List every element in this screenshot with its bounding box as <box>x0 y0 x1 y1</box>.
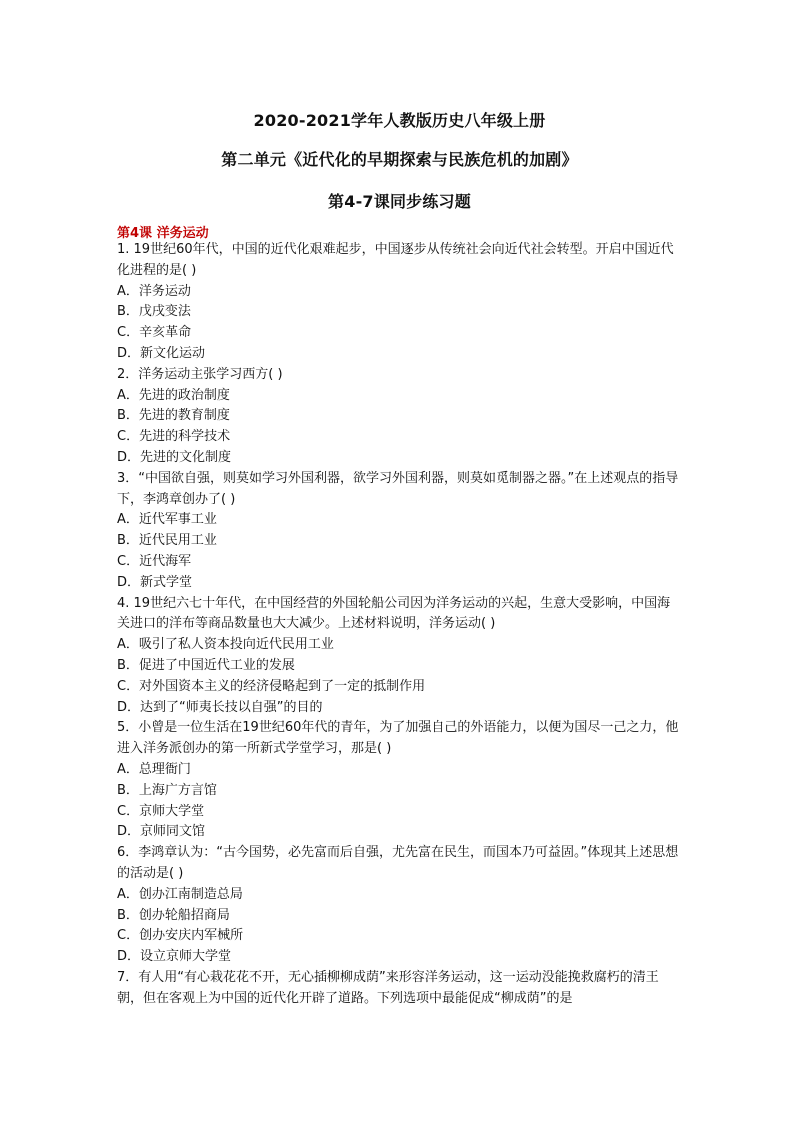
option-d: D．设立京师大学堂 <box>117 949 232 965</box>
question-stem: 5．小曾是一位生活在19世纪60年代的青年，为了加强自己的外语能力，以便为国尽一己之力，他进入洋务派创办的第一所新式学堂学习，那是( ) <box>117 720 679 757</box>
question-stem: 2．洋务运动主张学习西方( ) <box>117 366 283 382</box>
option-c: C．创办安庆内军械所 <box>117 928 244 944</box>
option-b: B．创办轮船招商局 <box>117 907 230 923</box>
question-stem: 1. 19世纪60年代，中国的近代化艰难起步，中国逐步从传统社会向近代社会转型。开启中国近代化进程的是( ) <box>117 242 674 278</box>
option-d: D．京师同文馆 <box>117 824 206 840</box>
question-stem: 7．有人用“有心栽花花不开，无心插柳柳成荫”来形容洋务运动，这一运动没能挽救腐朽的清王朝，但在客观上为中国的近代化开辟了道路。下列选项中最能促成“柳成荫”的是 <box>117 969 659 1006</box>
option-c: C．辛亥革命 <box>117 325 192 341</box>
option-a: A．创办江南制造总局 <box>117 886 243 902</box>
option-b: B．先进的教育制度 <box>117 408 230 424</box>
question-stem: 6．李鸿章认为：“古今国势，必先富而后自强，尤先富在民生，而国本乃可益固。”体现其上述思想的活动是( ) <box>117 845 679 881</box>
option-c: C．先进的科学技术 <box>117 429 231 445</box>
option-a: A．总理衙门 <box>117 761 191 777</box>
question-stem: 4. 19世纪六七十年代，在中国经营的外国轮船公司因为洋务运动的兴起，生意大受影响，中国海关进口的洋布等商品数量也大大减少。上述材料说明，洋务运动( ) <box>117 595 671 632</box>
option-d: D．先进的文化制度 <box>117 449 232 465</box>
option-d: D．达到了“师夷长技以自强”的目的 <box>117 699 323 715</box>
option-d: D．新文化运动 <box>117 345 206 361</box>
option-b: B．近代民用工业 <box>117 533 217 549</box>
option-a: A．近代军事工业 <box>117 512 217 528</box>
unit-title: 第二单元《近代化的早期探索与民族危机的加剧》 <box>221 150 578 169</box>
option-b: B．促进了中国近代工业的发展 <box>117 657 295 673</box>
option-b: B．戊戌变法 <box>117 304 191 320</box>
option-c: C．京师大学堂 <box>117 803 205 819</box>
option-b: B．上海广方言馆 <box>117 782 217 798</box>
option-d: D．新式学堂 <box>117 574 193 590</box>
option-a: A．吸引了私人资本投向近代民用工业 <box>117 637 334 653</box>
option-c: C．对外国资本主义的经济侵略起到了一定的抵制作用 <box>117 678 426 694</box>
option-c: C．近代海军 <box>117 553 192 569</box>
exercise-title: 第4-7课同步练习题 <box>328 192 471 211</box>
question-stem: 3．“中国欲自强，则莫如学习外国利器，欲学习外国利器，则莫如觅制器之器。”在上述观点的指导下，李鸿章创办了( ) <box>117 470 679 507</box>
question-list <box>117 240 682 1009</box>
document-title: 2020-2021学年人教版历史八年级上册 <box>253 111 546 130</box>
option-a: A．洋务运动 <box>117 283 191 299</box>
option-a: A．先进的政治制度 <box>117 387 230 403</box>
lesson-heading: 第4课 洋务运动 <box>117 226 209 241</box>
